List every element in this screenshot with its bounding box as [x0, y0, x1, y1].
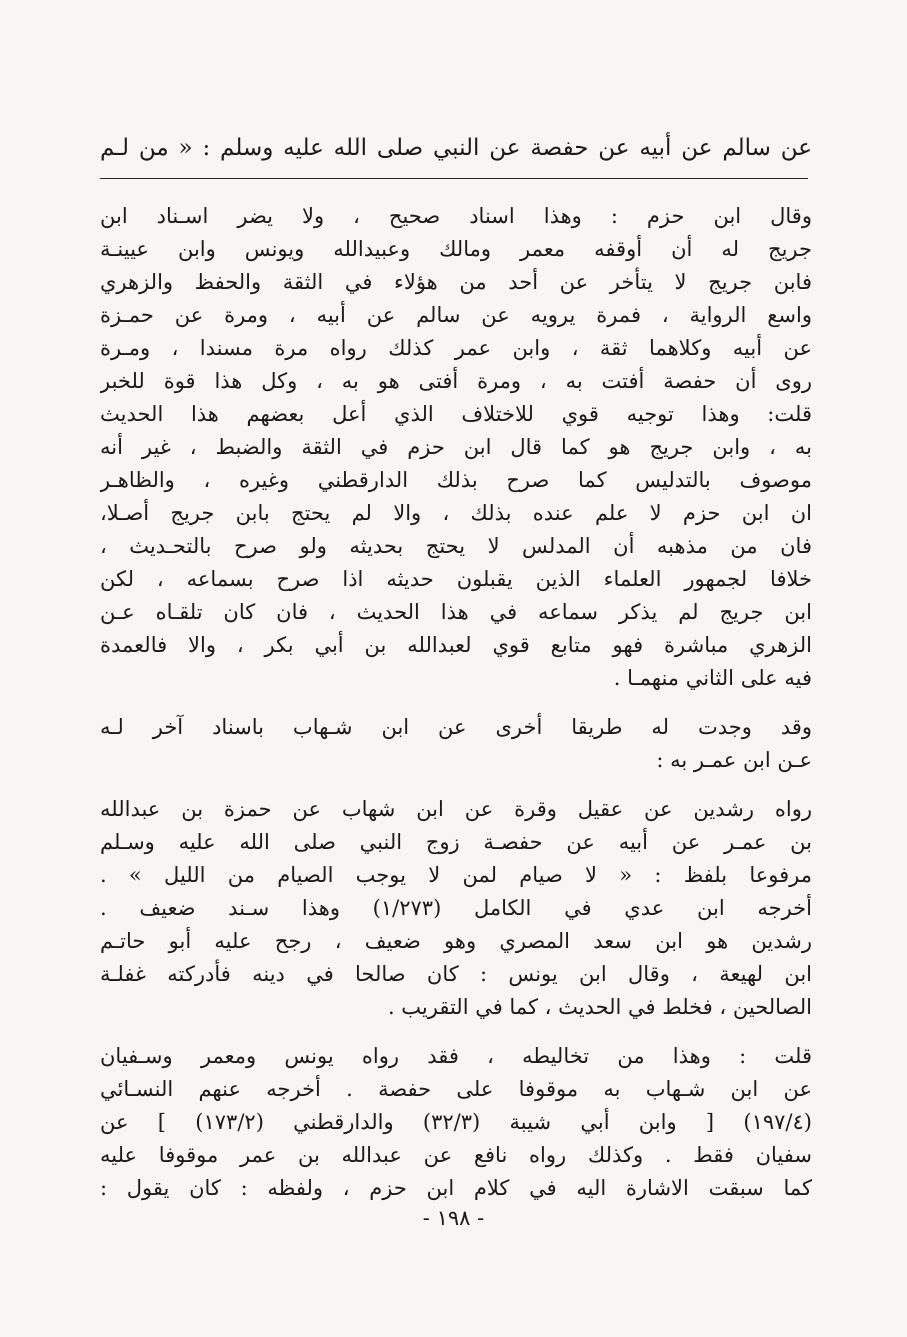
- text-line: فان من مذهبه أن المدلس لا يحتج بحديثه ولو صرح بالتحـديث ،: [100, 534, 812, 558]
- text-line: فيه على الثاني منهمـا .: [613, 666, 812, 690]
- text-line: خلافا لجمهور العلماء الذين يقبلون حديثه اذا صرح بسماعه ، لكن: [100, 567, 812, 591]
- text-line: به ، وابن جريج هو كما قال ابن حزم في الثقة والضبط ، غير أنه: [100, 435, 812, 459]
- paragraph-author-comment: [100, 398, 812, 695]
- text-line: ابن لهيعة ، وقال ابن يونس : كان صالحا في دينه فأدركته غفلـة: [100, 962, 812, 986]
- paragraph-takhalit: [100, 1040, 812, 1205]
- text-line: وقال ابن حزم : وهذا اسناد صحيح ، ولا يضر اسـناد ابن: [100, 204, 812, 228]
- text-line: أخرجه ابن عدي في الكامل (١/٢٧٣) وهذا سـند ضعيف .: [100, 896, 812, 920]
- text-line: مرفوعا بلفظ : « لا صيام لمن لا يوجب الصيام من الليل » .: [100, 863, 812, 887]
- text-line: واسع الرواية ، فمرة يرويه عن سالم عن أبيه ، ومرة عن حمـزة: [100, 303, 812, 327]
- text-line: (١٩٧/٤) [ وابن أبي شيبة (٣٢/٣) والدارقطني (١٧٣/٢) ] عن: [100, 1110, 812, 1134]
- text-line: قلت : وهذا من تخاليطه ، فقد رواه يونس ومعمر وسـفيان: [100, 1044, 812, 1068]
- header-divider: [100, 178, 808, 179]
- page-body: [100, 200, 812, 1205]
- text-line: موصوف بالتدليس كما صرح بذلك الدارقطني وغيره ، والظاهـر: [100, 468, 812, 492]
- paragraph-rushdain-narration: [100, 793, 812, 892]
- text-line: فابن جريج لا يتأخر عن أحد من هؤلاء في الثقة والحفظ والزهري: [100, 270, 812, 294]
- paragraph-gap: [100, 1024, 812, 1040]
- paragraph-gap: [100, 695, 812, 711]
- running-header-line: عن سالم عن أبيه عن حفصة عن النبي صلى الله عليه وسلم : « من لـم: [100, 135, 812, 161]
- text-line: روى أن حفصة أفتت به ، ومرة أفتى هو به ، وكل هذا قوة للخبر: [100, 369, 812, 393]
- text-line: عن أبيه وكلاهما ثقة ، وابن عمر كذلك رواه مرة مسندا ، ومـرة: [100, 336, 812, 360]
- text-line: عن ابن شـهاب به موقوفا على حفصة . أخرجه عنهم النسـائي: [100, 1077, 812, 1101]
- text-line: رشدين هو ابن سعد المصري وهو ضعيف ، رجح عليه أبو حاتـم: [100, 929, 812, 953]
- text-line: الزهري مباشرة فهو متابع قوي لعبدالله بن أبي بكر ، والا فالعمدة: [100, 633, 812, 657]
- text-line: كما سبقت الاشارة اليه في كلام ابن حزم ، ولفظه : كان يقول :: [100, 1176, 812, 1200]
- text-line: جريج له أن أوقفه معمر ومالك وعبيدالله ويونس وابن عيينـة: [100, 237, 812, 261]
- paragraph-gap: [100, 777, 812, 793]
- paragraph-ibn-hazm: [100, 200, 812, 398]
- text-line: سفيان فقط . وكذلك رواه نافع عن عبدالله بن عمر موقوفا عليه: [100, 1143, 812, 1167]
- text-line: ان ابن حزم لا علم عنده بذلك ، والا لم يحتج بابن جريج أصـلا،: [100, 501, 812, 525]
- text-line: وقد وجدت له طريقا أخرى عن ابن شـهاب باسناد آخر لـه: [100, 715, 812, 739]
- text-line: الصالحين ، فخلط في الحديث ، كما في التقريب .: [387, 995, 812, 1019]
- text-line: ابن جريج لم يذكر سماعه في هذا الحديث ، فان كان تلقـاه عـن: [100, 600, 812, 624]
- text-line: بن عمـر عن أبيه عن حفصـة زوج النبي صلى الله عليه وسـلم: [100, 830, 812, 854]
- text-line: قلت: وهذا توجيه قوي للاختلاف الذي أعل بعضهم هذا الحديث: [100, 402, 812, 426]
- page-number: - ١٩٨ -: [422, 1206, 485, 1230]
- paragraph-another-route: [100, 711, 812, 777]
- paragraph-ibn-adi: [100, 892, 812, 1024]
- text-line: عـن ابن عمـر به :: [656, 748, 812, 772]
- text-line: رواه رشدين عن عقيل وقرة عن ابن شهاب عن حمزة بن عبدالله: [100, 797, 812, 821]
